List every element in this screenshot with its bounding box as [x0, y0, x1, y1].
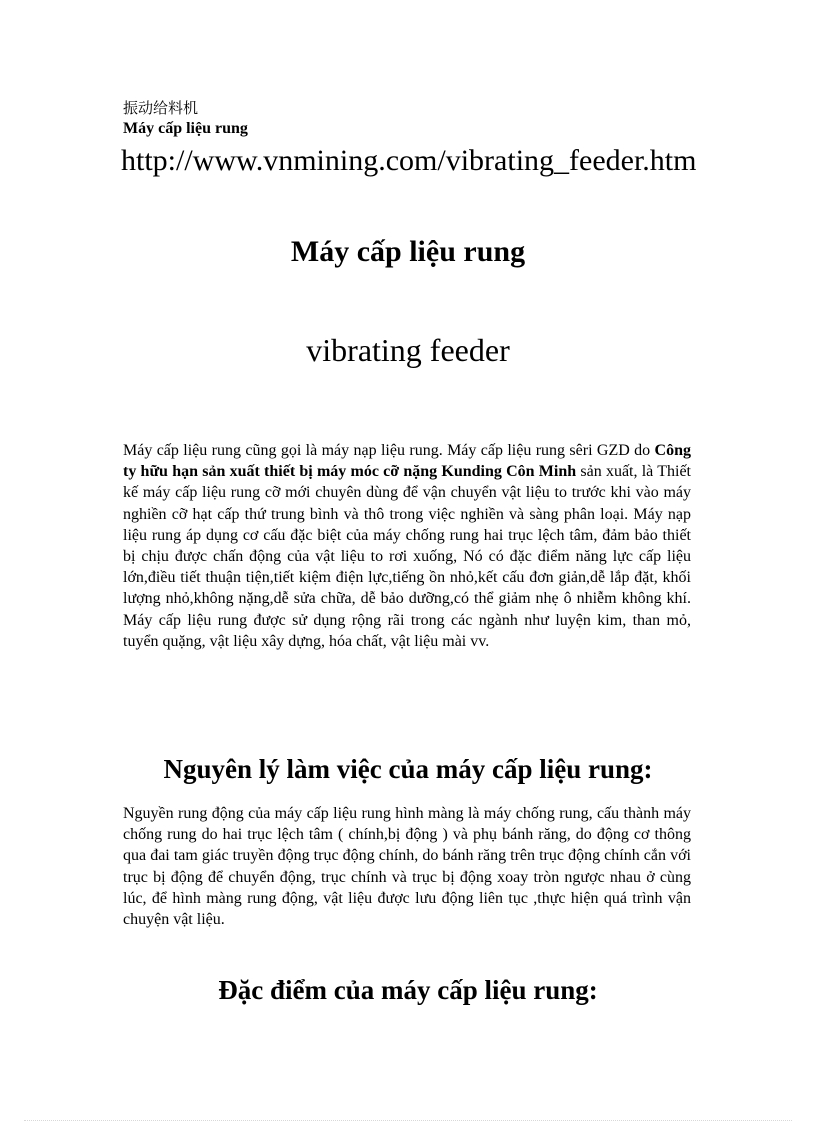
- intro-paragraph: [123, 440, 691, 652]
- page-bottom-divider: [24, 1120, 792, 1121]
- company-name: Công ty hữu hạn sản xuất thiết bị máy móc cỡ nặng Kunding Côn Minh: [123, 442, 691, 481]
- source-url: http://www.vnmining.com/vibrating_feeder.htm: [121, 144, 697, 177]
- section-heading-working-principle: Nguyên lý làm việc của máy cấp liệu rung:: [163, 754, 653, 784]
- intro-text-after: sản xuất, là Thiết kế máy cấp liệu rung cỡ mới chuyên dùng để vận chuyển vật liệu to trước khi vào máy nghiền cỡ hạt cấp thứ trung bình và thô trong việc nghiền và sàng phân loại. Máy nạp liệu rung áp dụng cơ cấu đặc biệt của máy chống rung hai trục lệch tâm, đảm bảo thiết bị chịu được chấn động của vật liệu to rơi xuống, Nó có đặc điểm năng lực cấp liệu lớn,điều tiết thuận tiện,tiết kiệm điện lực,tiếng ồn nhỏ,kết cấu đơn giản,dễ lắp đặt, khối lượng nhỏ,không nặng,dễ sửa chữa, dễ bảo dưỡng,có thể giảm nhẹ ô nhiễm không khí. Máy cấp liệu rung được sử dụng rộng rãi trong các ngành như luyện kim, than mỏ, tuyển quặng, vật liệu xây dựng, hóa chất, vật liệu mài vv.: [123, 463, 691, 650]
- english-title: vibrating feeder: [306, 332, 510, 368]
- subtitle: Máy cấp liệu rung: [123, 120, 248, 137]
- chinese-title: 振动给料机: [123, 99, 199, 117]
- page-title: Máy cấp liệu rung: [290, 235, 526, 268]
- section-heading-features: Đặc điểm của máy cấp liệu rung:: [218, 975, 598, 1005]
- working-principle-paragraph: Nguyền rung động của máy cấp liệu rung hình màng là máy chống rung, cấu thành máy chống rung do hai trục lệch tâm ( chính,bị động ) và phụ bánh răng, do động cơ thông qua đai tam giác truyền động trục động chính, do bánh răng trên trục động chính cắn với trục bị động để chuyển động, trục chính và trục bị động xoay tròn ngược nhau ở cùng lúc, để hình màng rung động, vật liệu được lưu động liên tục ,thực hiện quá trình vận chuyện vật liệu.: [123, 805, 691, 929]
- intro-text-before: Máy cấp liệu rung cũng gọi là máy nạp liệu rung. Máy cấp liệu rung sêri GZD do: [123, 442, 655, 459]
